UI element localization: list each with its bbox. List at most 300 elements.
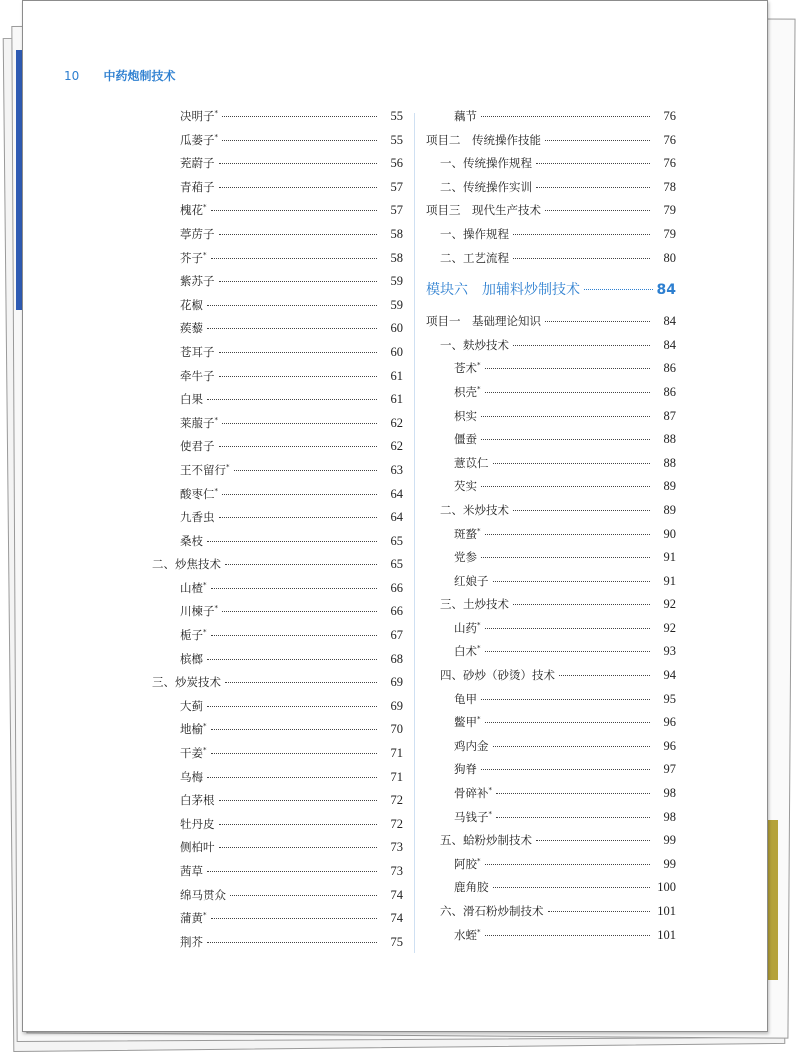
toc-page xyxy=(22,0,768,1032)
toc-entry[interactable] xyxy=(166,887,403,911)
leader-dots xyxy=(545,139,650,141)
toc-entry-page: 98 xyxy=(663,786,676,801)
toc-entry-page: 59 xyxy=(390,297,403,312)
toc-entry-label: 川楝子* xyxy=(180,604,218,619)
key-item-star: * xyxy=(477,644,481,653)
toc-entry[interactable] xyxy=(426,761,676,785)
toc-entry[interactable] xyxy=(426,691,676,715)
toc-entry[interactable] xyxy=(426,927,676,951)
toc-entry-label: 大蓟 xyxy=(180,698,203,713)
toc-entry-label: 僵蚕 xyxy=(454,432,477,447)
toc-entry-page: 76 xyxy=(663,156,676,171)
toc-entry-page: 101 xyxy=(657,927,676,942)
toc-entry-page: 79 xyxy=(663,226,676,241)
leader-dots xyxy=(485,863,651,865)
leader-dots xyxy=(481,556,650,558)
toc-entry-page: 89 xyxy=(663,479,676,494)
toc-entry-label: 三、炒炭技术 xyxy=(152,675,221,690)
toc-entry[interactable] xyxy=(426,526,676,550)
toc-entry-label: 山楂* xyxy=(180,580,207,595)
toc-entry[interactable] xyxy=(166,391,403,415)
column-divider xyxy=(414,113,415,953)
leader-dots xyxy=(222,422,377,424)
toc-entry[interactable] xyxy=(426,108,676,132)
leader-dots xyxy=(545,320,650,322)
leader-dots xyxy=(493,886,651,888)
leader-dots xyxy=(481,115,650,117)
leader-dots xyxy=(211,917,378,919)
leader-dots xyxy=(493,745,651,747)
toc-entry[interactable] xyxy=(426,573,676,597)
toc-entry-page: 89 xyxy=(663,502,676,517)
toc-entry-label: 青葙子 xyxy=(180,179,215,194)
toc-entry-label: 槟榔 xyxy=(180,651,203,666)
leader-dots xyxy=(559,674,650,676)
toc-entry[interactable] xyxy=(166,273,403,297)
toc-entry-label: 槐花* xyxy=(180,203,207,218)
toc-entry-page: 62 xyxy=(390,439,403,454)
toc-entry[interactable] xyxy=(166,533,403,557)
toc-entry-page: 58 xyxy=(390,226,403,241)
key-item-star: * xyxy=(214,604,218,613)
key-item-star: * xyxy=(203,911,207,920)
toc-entry-label: 鳖甲* xyxy=(454,715,481,730)
key-item-star: * xyxy=(203,203,207,212)
toc-entry[interactable] xyxy=(152,556,403,580)
toc-entry[interactable] xyxy=(426,478,676,502)
toc-entry-page: 72 xyxy=(390,816,403,831)
leader-dots xyxy=(219,516,378,518)
toc-entry[interactable] xyxy=(426,384,676,408)
toc-entry-page: 99 xyxy=(663,856,676,871)
leader-dots xyxy=(496,792,650,794)
toc-entry-label: 阿胶* xyxy=(454,856,481,871)
leader-dots xyxy=(584,288,653,290)
toc-entry[interactable] xyxy=(166,603,403,627)
toc-entry[interactable] xyxy=(426,809,676,833)
toc-entry[interactable] xyxy=(426,431,676,455)
toc-entry-label: 地榆* xyxy=(180,722,207,737)
module-page: 84 xyxy=(656,282,676,299)
toc-entry-label: 苍术* xyxy=(454,361,481,376)
toc-entry-page: 65 xyxy=(390,533,403,548)
toc-entry[interactable] xyxy=(166,934,403,958)
toc-entry-label: 二、炒焦技术 xyxy=(152,557,221,572)
page-number: 10 xyxy=(64,69,80,83)
leader-dots xyxy=(513,603,650,605)
toc-entry-page: 92 xyxy=(663,620,676,635)
toc-entry-page: 96 xyxy=(663,738,676,753)
toc-entry-page: 74 xyxy=(390,911,403,926)
toc-entry-page: 60 xyxy=(390,344,403,359)
toc-entry[interactable] xyxy=(166,202,403,226)
toc-entry-page: 61 xyxy=(390,368,403,383)
toc-entry-label: 一、操作规程 xyxy=(440,226,509,241)
toc-entry[interactable] xyxy=(166,179,403,203)
toc-entry-label: 白术* xyxy=(454,644,481,659)
toc-entry[interactable] xyxy=(426,643,676,667)
toc-entry-page: 57 xyxy=(390,179,403,194)
toc-entry-page: 61 xyxy=(390,392,403,407)
toc-entry-page: 64 xyxy=(390,486,403,501)
leader-dots xyxy=(211,257,378,259)
key-item-star: * xyxy=(214,109,218,117)
running-head xyxy=(64,67,175,84)
leader-dots xyxy=(548,910,651,912)
toc-entry[interactable] xyxy=(426,620,676,644)
toc-entry[interactable] xyxy=(426,408,676,432)
toc-entry[interactable] xyxy=(166,297,403,321)
toc-entry-page: 62 xyxy=(390,415,403,430)
toc-entry-label: 蒲黄* xyxy=(180,911,207,926)
toc-entry-label: 使君子 xyxy=(180,439,215,454)
toc-entry-page: 86 xyxy=(663,384,676,399)
toc-entry[interactable] xyxy=(426,738,676,762)
toc-entry-label: 芥子* xyxy=(180,250,207,265)
toc-entry-label: 骨碎补* xyxy=(454,786,492,801)
toc-entry-label: 栀子* xyxy=(180,628,207,643)
toc-entry[interactable] xyxy=(426,596,676,620)
leader-dots xyxy=(207,327,377,329)
toc-entry-label: 牵牛子 xyxy=(180,368,215,383)
toc-entry-page: 90 xyxy=(663,526,676,541)
toc-entry-page: 88 xyxy=(663,432,676,447)
leader-dots xyxy=(207,398,377,400)
toc-entry-label: 瓜蒌子* xyxy=(180,132,218,147)
toc-entry-label: 一、传统操作规程 xyxy=(440,156,532,171)
leader-dots xyxy=(493,580,651,582)
leader-dots xyxy=(211,728,378,730)
leader-dots xyxy=(222,610,377,612)
toc-entry[interactable] xyxy=(426,202,676,226)
leader-dots xyxy=(536,162,650,164)
toc-entry-page: 69 xyxy=(390,698,403,713)
leader-dots xyxy=(481,698,650,700)
toc-entry-page: 73 xyxy=(390,864,403,878)
key-item-star: * xyxy=(203,746,207,755)
key-item-star: * xyxy=(203,722,207,731)
key-item-star: * xyxy=(477,384,481,393)
toc-entry[interactable] xyxy=(166,344,403,368)
toc-entry-page: 57 xyxy=(390,203,403,218)
toc-entry-page: 80 xyxy=(663,250,676,265)
key-item-star: * xyxy=(214,132,218,141)
key-item-star: * xyxy=(477,927,481,936)
toc-entry-label: 紫苏子 xyxy=(180,274,215,289)
toc-right-bottom xyxy=(426,313,676,950)
toc-entry-page: 60 xyxy=(390,321,403,336)
toc-entry-label: 花椒 xyxy=(180,297,203,312)
toc-entry-page: 55 xyxy=(390,132,403,147)
leader-dots xyxy=(219,233,378,235)
toc-entry[interactable] xyxy=(166,651,403,675)
toc-entry[interactable] xyxy=(166,462,403,486)
leader-dots xyxy=(485,650,651,652)
toc-entry-label: 白果 xyxy=(180,392,203,407)
leader-dots xyxy=(219,799,378,801)
toc-entry-label: 二、工艺流程 xyxy=(440,250,509,265)
toc-entry-page: 58 xyxy=(390,250,403,265)
toc-entry-label: 四、砂炒（砂烫）技术 xyxy=(440,668,555,683)
toc-entry-label: 马钱子* xyxy=(454,809,492,824)
toc-entry[interactable] xyxy=(426,785,676,809)
leader-dots xyxy=(536,186,650,188)
toc-entry-label: 乌梅 xyxy=(180,769,203,784)
leader-dots xyxy=(230,894,377,896)
toc-entry-page: 95 xyxy=(663,691,676,706)
toc-entry-label: 芡实 xyxy=(454,479,477,494)
toc-entry[interactable] xyxy=(426,226,676,250)
module-label: 模块六 加辅料炒制技术 xyxy=(426,282,580,299)
leader-dots xyxy=(207,304,377,306)
toc-right-top xyxy=(426,108,676,273)
toc-entry[interactable] xyxy=(166,155,403,179)
toc-entry-label: 水蛭* xyxy=(454,927,481,942)
toc-entry[interactable] xyxy=(426,313,676,337)
toc-entry[interactable] xyxy=(166,839,403,863)
toc-entry[interactable] xyxy=(166,509,403,533)
toc-entry-label: 鹿角胶 xyxy=(454,880,489,895)
toc-entry[interactable] xyxy=(426,132,676,156)
leader-dots xyxy=(545,209,650,211)
toc-entry-label: 侧柏叶 xyxy=(180,840,215,855)
toc-entry-page: 71 xyxy=(390,746,403,761)
toc-entry[interactable] xyxy=(426,549,676,573)
key-item-star: * xyxy=(226,462,230,471)
toc-entry-page: 67 xyxy=(390,628,403,643)
toc-entry-page: 79 xyxy=(663,203,676,218)
leader-dots xyxy=(513,344,650,346)
leader-dots xyxy=(485,934,651,936)
toc-entry-page: 98 xyxy=(663,809,676,824)
key-item-star: * xyxy=(477,620,481,629)
key-item-star: * xyxy=(488,786,492,795)
toc-entry-label: 山药* xyxy=(454,620,481,635)
toc-entry-page: 86 xyxy=(663,361,676,376)
toc-entry[interactable] xyxy=(152,674,403,698)
toc-entry-page: 72 xyxy=(390,793,403,808)
leader-dots xyxy=(485,391,651,393)
toc-entry-page: 84 xyxy=(663,337,676,352)
leader-dots xyxy=(219,186,378,188)
toc-entry-page: 66 xyxy=(390,580,403,595)
leader-dots xyxy=(219,823,378,825)
toc-entry-label: 莱菔子* xyxy=(180,415,218,430)
cover-edge-gold xyxy=(768,820,778,980)
toc-entry[interactable] xyxy=(166,745,403,769)
toc-entry[interactable] xyxy=(166,627,403,651)
toc-entry-label: 决明子* xyxy=(180,109,218,123)
toc-entry-label: 二、米炒技术 xyxy=(440,502,509,517)
toc-entry-label: 王不留行* xyxy=(180,462,230,477)
toc-entry-page: 97 xyxy=(663,762,676,777)
leader-dots xyxy=(485,367,651,369)
leader-dots xyxy=(225,681,377,683)
toc-entry-label: 项目二 传统操作技能 xyxy=(426,132,541,147)
toc-entry[interactable] xyxy=(166,108,403,132)
toc-entry[interactable] xyxy=(166,721,403,745)
key-item-star: * xyxy=(477,361,481,370)
leader-dots xyxy=(481,485,650,487)
leader-dots xyxy=(211,587,378,589)
leader-dots xyxy=(513,509,650,511)
leader-dots xyxy=(481,768,650,770)
toc-entry-page: 65 xyxy=(390,557,403,572)
toc-entry[interactable] xyxy=(426,714,676,738)
toc-entry-page: 68 xyxy=(390,651,403,666)
toc-entry-page: 88 xyxy=(663,455,676,470)
toc-entry-label: 藕节 xyxy=(454,109,477,123)
leader-dots xyxy=(207,776,377,778)
leader-dots xyxy=(222,115,377,117)
toc-entry-label: 三、土炒技术 xyxy=(440,597,509,612)
leader-dots xyxy=(207,705,377,707)
toc-entry-page: 63 xyxy=(390,462,403,477)
toc-entry-label: 党参 xyxy=(454,550,477,565)
toc-entry[interactable] xyxy=(166,320,403,344)
toc-entry-page: 76 xyxy=(663,132,676,147)
toc-entry[interactable] xyxy=(166,792,403,816)
toc-entry[interactable] xyxy=(166,368,403,392)
toc-entry[interactable] xyxy=(166,863,403,887)
toc-entry[interactable] xyxy=(166,250,403,274)
leader-dots xyxy=(219,375,378,377)
toc-entry-page: 99 xyxy=(663,833,676,848)
toc-entry-label: 苍耳子 xyxy=(180,344,215,359)
key-item-star: * xyxy=(477,526,481,535)
toc-entry-page: 101 xyxy=(657,904,676,918)
leader-dots xyxy=(219,280,378,282)
toc-entry-label: 干姜* xyxy=(180,746,207,761)
book-title: 中药炮制技术 xyxy=(103,69,176,83)
toc-entry-label: 茺蔚子 xyxy=(180,156,215,171)
toc-entry-label: 蒺藜 xyxy=(180,321,203,336)
leader-dots xyxy=(481,415,650,417)
leader-dots xyxy=(234,469,378,471)
toc-entry[interactable] xyxy=(426,155,676,179)
toc-entry-label: 枳实 xyxy=(454,408,477,423)
toc-entry[interactable] xyxy=(426,667,676,691)
leader-dots xyxy=(485,533,651,535)
toc-entry-page: 73 xyxy=(390,840,403,855)
leader-dots xyxy=(225,563,377,565)
toc-entry[interactable] xyxy=(426,337,676,361)
module-heading[interactable] xyxy=(426,273,676,313)
toc-entry[interactable] xyxy=(166,486,403,510)
toc-entry[interactable] xyxy=(166,580,403,604)
toc-entry-page: 70 xyxy=(390,722,403,737)
toc-entry-page: 84 xyxy=(663,314,676,329)
toc-entry-label: 五、蛤粉炒制技术 xyxy=(440,833,532,848)
toc-entry-page: 78 xyxy=(663,179,676,194)
leader-dots xyxy=(536,839,650,841)
toc-entry-label: 薏苡仁 xyxy=(454,455,489,470)
leader-dots xyxy=(513,257,650,259)
toc-entry-page: 91 xyxy=(663,573,676,588)
toc-entry[interactable] xyxy=(166,226,403,250)
toc-entry-page: 75 xyxy=(390,934,403,949)
toc-entry[interactable] xyxy=(166,698,403,722)
toc-entry[interactable] xyxy=(166,816,403,840)
leader-dots xyxy=(211,752,378,754)
toc-entry-page: 94 xyxy=(663,668,676,683)
toc-entry-label: 绵马贯众 xyxy=(180,887,226,902)
toc-entry[interactable] xyxy=(426,502,676,526)
leader-dots xyxy=(219,351,378,353)
leader-dots xyxy=(207,870,377,872)
toc-entry[interactable] xyxy=(166,769,403,793)
toc-entry[interactable] xyxy=(166,438,403,462)
toc-entry-label: 酸枣仁* xyxy=(180,486,218,501)
toc-entry-page: 92 xyxy=(663,597,676,612)
key-item-star: * xyxy=(203,580,207,589)
leader-dots xyxy=(219,162,378,164)
toc-entry-label: 项目一 基础理论知识 xyxy=(426,314,541,329)
key-item-star: * xyxy=(214,415,218,424)
toc-entry-label: 一、麸炒技术 xyxy=(440,337,509,352)
toc-entry-label: 九香虫 xyxy=(180,510,215,525)
toc-entry-label: 红娘子 xyxy=(454,573,489,588)
toc-entry-page: 66 xyxy=(390,604,403,619)
leader-dots xyxy=(222,139,377,141)
toc-entry[interactable] xyxy=(166,415,403,439)
toc-entry-page: 87 xyxy=(663,408,676,423)
toc-entry-page: 64 xyxy=(390,510,403,525)
toc-entry-label: 六、滑石粉炒制技术 xyxy=(440,904,544,918)
leader-dots xyxy=(207,658,377,660)
toc-entry[interactable] xyxy=(426,250,676,274)
leader-dots xyxy=(211,634,378,636)
toc-entry-page: 69 xyxy=(390,675,403,690)
toc-entry[interactable] xyxy=(426,856,676,880)
leader-dots xyxy=(211,209,378,211)
toc-entry-page: 55 xyxy=(390,109,403,123)
key-item-star: * xyxy=(203,628,207,637)
toc-entry-page: 71 xyxy=(390,769,403,784)
toc-entry-label: 斑蝥* xyxy=(454,526,481,541)
toc-entry[interactable] xyxy=(426,879,676,903)
leader-dots xyxy=(485,721,651,723)
toc-entry[interactable] xyxy=(426,360,676,384)
toc-entry-label: 牡丹皮 xyxy=(180,816,215,831)
toc-entry[interactable] xyxy=(426,903,676,927)
toc-entry[interactable] xyxy=(426,179,676,203)
leader-dots xyxy=(219,846,378,848)
toc-entry[interactable] xyxy=(426,832,676,856)
toc-entry-label: 桑枝 xyxy=(180,533,203,548)
toc-entry-label: 葶苈子 xyxy=(180,226,215,241)
key-item-star: * xyxy=(477,715,481,724)
toc-entry-page: 59 xyxy=(390,274,403,289)
toc-entry-label: 茜草 xyxy=(180,864,203,878)
key-item-star: * xyxy=(477,856,481,865)
toc-entry[interactable] xyxy=(166,910,403,934)
toc-entry-label: 荆芥 xyxy=(180,934,203,949)
toc-left-column xyxy=(152,108,403,957)
toc-entry-page: 56 xyxy=(390,156,403,171)
toc-entry[interactable] xyxy=(426,455,676,479)
toc-entry-page: 100 xyxy=(657,880,676,895)
toc-entry[interactable] xyxy=(166,132,403,156)
leader-dots xyxy=(207,941,377,943)
toc-entry-page: 93 xyxy=(663,644,676,659)
toc-entry-page: 96 xyxy=(663,715,676,730)
toc-entry-label: 二、传统操作实训 xyxy=(440,179,532,194)
key-item-star: * xyxy=(488,809,492,818)
leader-dots xyxy=(481,438,650,440)
toc-entry-page: 91 xyxy=(663,550,676,565)
leader-dots xyxy=(222,493,377,495)
